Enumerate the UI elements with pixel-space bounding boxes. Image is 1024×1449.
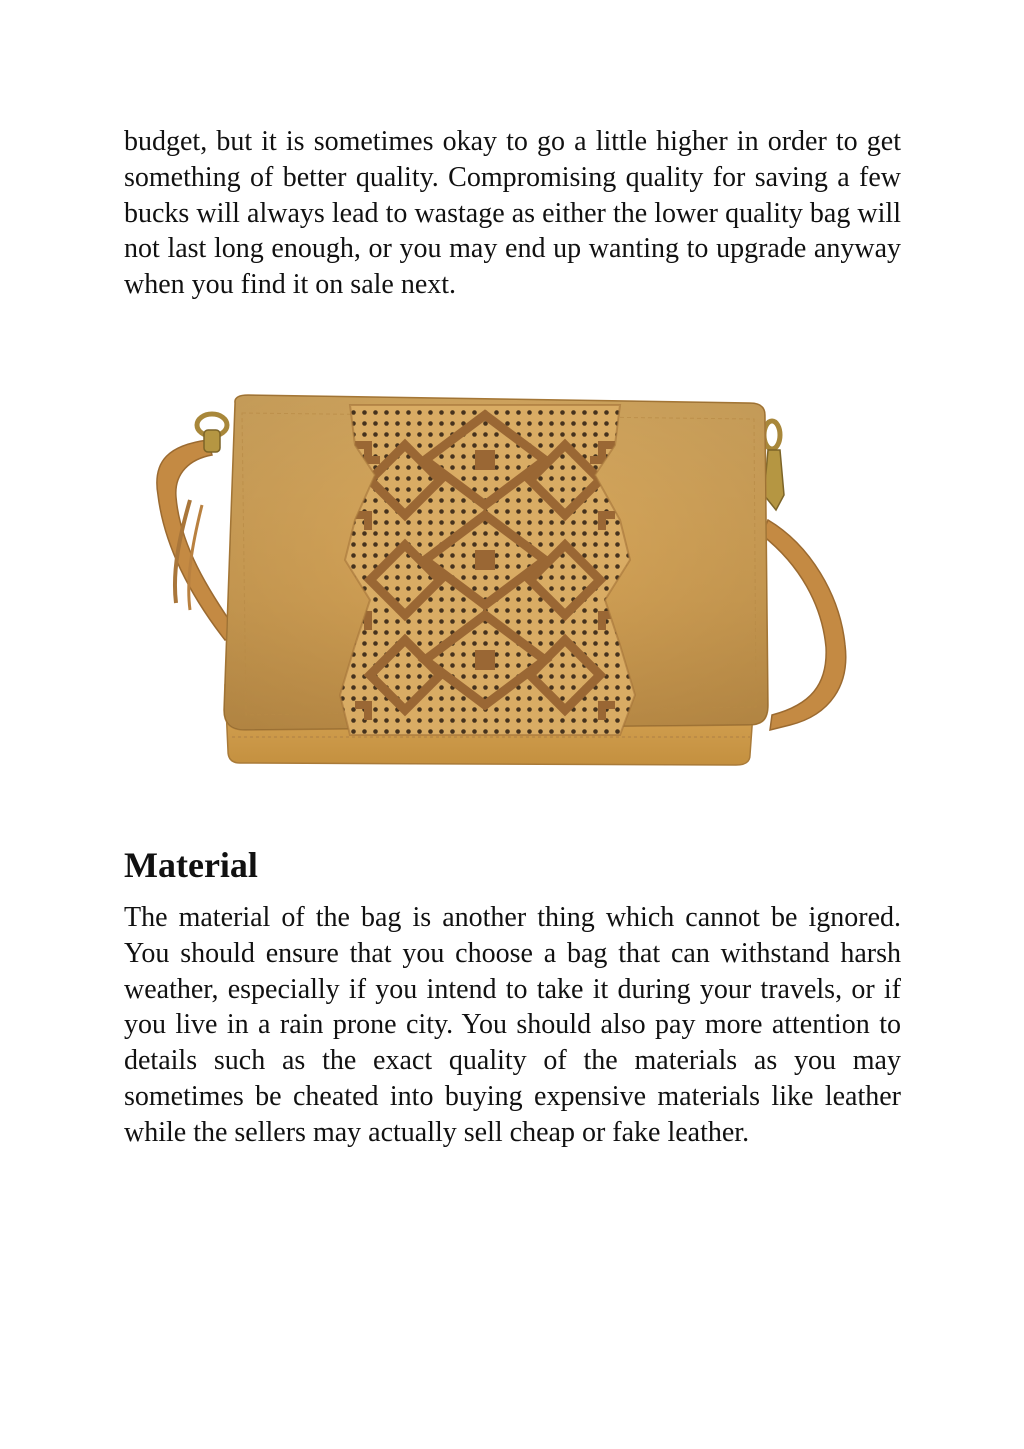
material-heading: Material: [124, 845, 258, 885]
woven-pattern: [330, 400, 650, 740]
left-strap: [157, 440, 238, 640]
leather-bag-image: [150, 385, 860, 780]
intro-paragraph: budget, but it is sometimes okay to go a little higher in order to get something of better quality. Compromising quality for saving a few bucks will always lead to wastage as either the lower quality bag will not last long enough, or you may end up wanting to upgrade anyway when you find it on sale next.: [124, 126, 901, 301]
bag-illustration: [150, 385, 860, 780]
material-paragraph: The material of the bag is another thing which cannot be ignored. You should ensure that you choose a bag that can withstand harsh weather, especially if you intend to take it during your travels, or if you live in a rain prone city. You should also pay more attention to details such as the exact quality of the materials as you may sometimes be cheated into buying expensive materials like leather while the sellers may actually sell cheap or fake leather.: [124, 902, 901, 1148]
right-strap: [762, 520, 846, 730]
